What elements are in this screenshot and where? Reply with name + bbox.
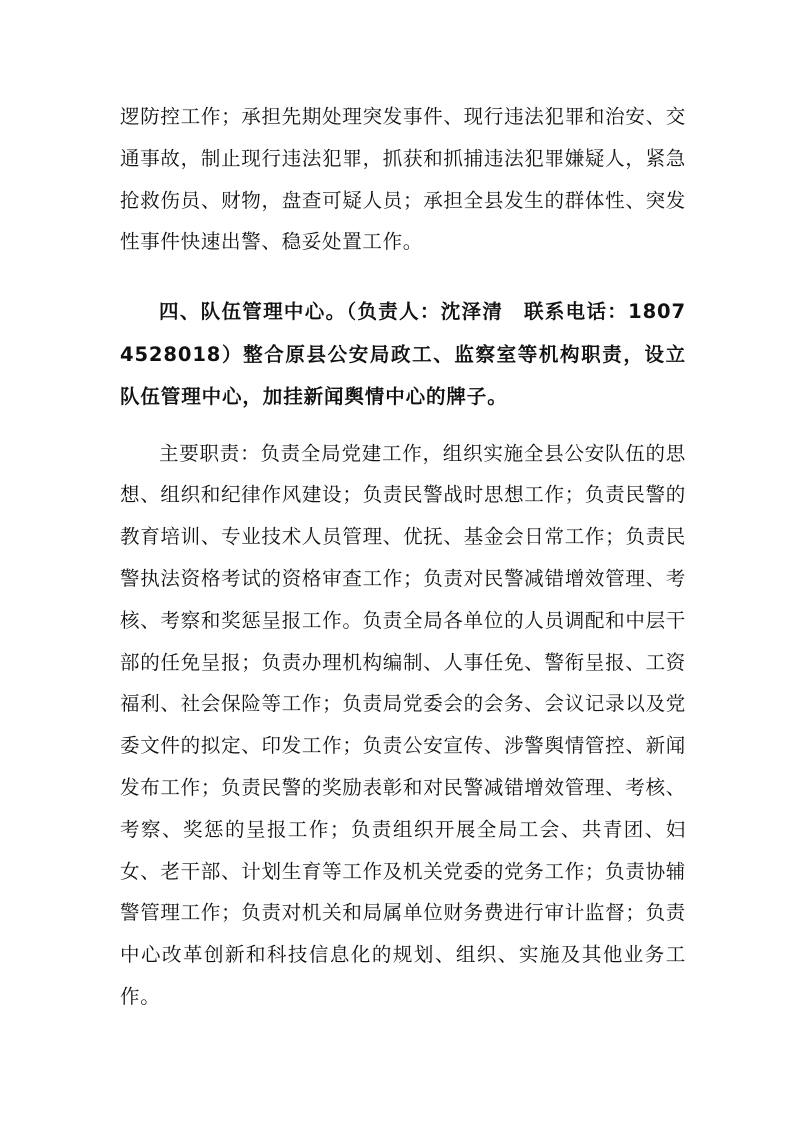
- section-heading-team-management-center: 四、队伍管理中心。（负责人：沈泽清 联系电话：18074528018）整合原县公安局政工、监察室等机构职责，设立队伍管理中心，加挂新闻舆情中心的牌子。: [120, 300, 686, 409]
- paragraph-continued-duties: 逻防控工作；承担先期处理突发事件、现行违法犯罪和治安、交通事故，制止现行违法犯罪，抓获和抓捕违法犯罪嫌疑人，紧急抢救伤员、财物，盘查可疑人员；承担全县发生的群体性、突发性事件快速出警、稳妥处置工作。: [120, 105, 686, 254]
- document-body: [120, 96, 686, 1018]
- paragraph-spacer: [120, 263, 686, 277]
- paragraph-main-duties: 主要职责：负责全局党建工作，组织实施全县公安队伍的思想、组织和纪律作风建设；负责民警战时思想工作；负责民警的教育培训、专业技术人员管理、优抚、基金会日常工作；负责民警执法资格考试的资格审查工作；负责对民警减错增效管理、考核、考察和奖惩呈报工作。负责全局各单位的人员调配和中层干部的任免呈报；负责办理机构编制、人事任免、警衔呈报、工资福利、社会保险等工作；负责局党委会的会务、会议记录以及党委文件的拟定、印发工作；负责公安宣传、涉警舆情管控、新闻发布工作；负责民警的奖励表彰和对民警减错增效管理、考核、考察、奖惩的呈报工作；负责组织开展全局工会、共青团、妇女、老干部、计划生育等工作及机关党委的党务工作；负责协辅警管理工作；负责对机关和局属单位财务费进行审计监督；负责中心改革创新和科技信息化的规划、组织、实施及其他业务工作。: [120, 441, 686, 1009]
- paragraph-spacer: [120, 419, 686, 433]
